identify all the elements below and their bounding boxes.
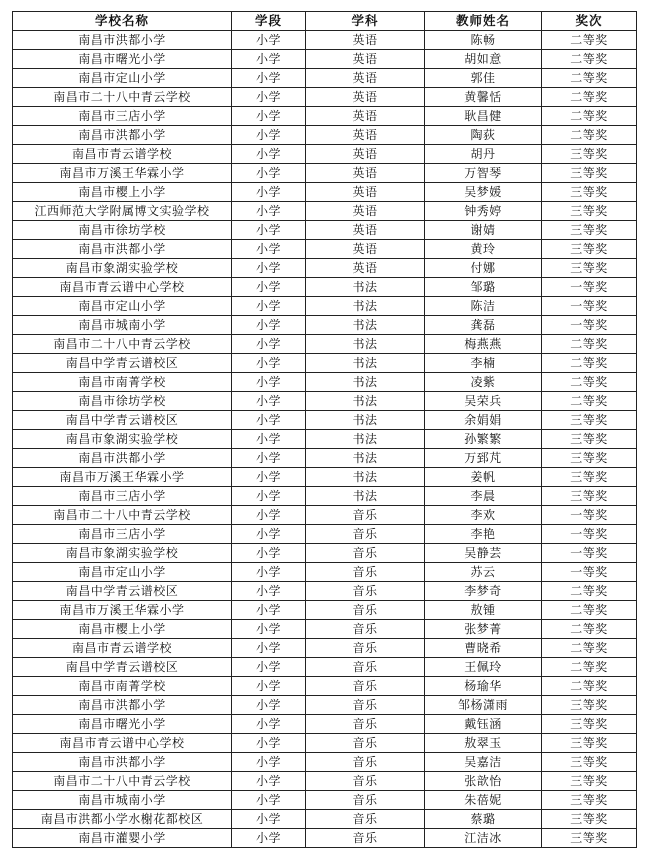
level-cell: 小学 <box>232 468 306 487</box>
award-cell: 一等奖 <box>542 544 637 563</box>
subject-cell: 书法 <box>306 335 425 354</box>
table-row <box>13 563 637 582</box>
level-cell: 小学 <box>232 658 306 677</box>
header-subject: 学科 <box>306 12 425 31</box>
award-cell: 三等奖 <box>542 221 637 240</box>
table-row <box>13 772 637 791</box>
teacher-cell: 李楠 <box>425 354 542 373</box>
level-cell: 小学 <box>232 696 306 715</box>
level-cell: 小学 <box>232 316 306 335</box>
level-cell: 小学 <box>232 753 306 772</box>
subject-cell: 英语 <box>306 69 425 88</box>
school-cell: 江西师范大学附属博文实验学校 <box>13 202 232 221</box>
teacher-cell: 蔡璐 <box>425 810 542 829</box>
subject-cell: 音乐 <box>306 829 425 848</box>
subject-cell: 书法 <box>306 278 425 297</box>
school-cell: 南昌市二十八中青云学校 <box>13 335 232 354</box>
award-cell: 三等奖 <box>542 715 637 734</box>
table-row <box>13 506 637 525</box>
school-cell: 南昌中学青云谱校区 <box>13 354 232 373</box>
teacher-cell: 邹杨潇雨 <box>425 696 542 715</box>
table-row <box>13 164 637 183</box>
level-cell: 小学 <box>232 772 306 791</box>
level-cell: 小学 <box>232 791 306 810</box>
teacher-cell: 李欢 <box>425 506 542 525</box>
teacher-cell: 吴荣兵 <box>425 392 542 411</box>
teacher-cell: 黄玲 <box>425 240 542 259</box>
teacher-cell: 江洁冰 <box>425 829 542 848</box>
level-cell: 小学 <box>232 392 306 411</box>
teacher-cell: 钟秀婷 <box>425 202 542 221</box>
school-cell: 南昌市洪都小学 <box>13 696 232 715</box>
award-cell: 三等奖 <box>542 829 637 848</box>
school-cell: 南昌市洪都小学 <box>13 126 232 145</box>
subject-cell: 书法 <box>306 430 425 449</box>
school-cell: 南昌市洪都小学 <box>13 753 232 772</box>
teacher-cell: 李梦奇 <box>425 582 542 601</box>
school-cell: 南昌市象湖实验学校 <box>13 544 232 563</box>
teacher-cell: 邹璐 <box>425 278 542 297</box>
award-cell: 三等奖 <box>542 430 637 449</box>
teacher-cell: 耿昌健 <box>425 107 542 126</box>
subject-cell: 音乐 <box>306 734 425 753</box>
award-cell: 二等奖 <box>542 620 637 639</box>
teacher-cell: 朱蓓妮 <box>425 791 542 810</box>
school-cell: 南昌市樱上小学 <box>13 620 232 639</box>
award-cell: 三等奖 <box>542 449 637 468</box>
award-cell: 二等奖 <box>542 88 637 107</box>
teacher-cell: 苏云 <box>425 563 542 582</box>
table-row <box>13 791 637 810</box>
subject-cell: 英语 <box>306 107 425 126</box>
teacher-cell: 陈洁 <box>425 297 542 316</box>
subject-cell: 书法 <box>306 392 425 411</box>
subject-cell: 音乐 <box>306 791 425 810</box>
award-cell: 一等奖 <box>542 563 637 582</box>
subject-cell: 书法 <box>306 468 425 487</box>
table-row <box>13 145 637 164</box>
level-cell: 小学 <box>232 620 306 639</box>
teacher-cell: 谢婧 <box>425 221 542 240</box>
subject-cell: 书法 <box>306 316 425 335</box>
award-cell: 三等奖 <box>542 164 637 183</box>
level-cell: 小学 <box>232 829 306 848</box>
award-cell: 三等奖 <box>542 240 637 259</box>
award-cell: 三等奖 <box>542 753 637 772</box>
table-row <box>13 88 637 107</box>
level-cell: 小学 <box>232 373 306 392</box>
teacher-cell: 张歆怡 <box>425 772 542 791</box>
table-row <box>13 335 637 354</box>
subject-cell: 音乐 <box>306 544 425 563</box>
teacher-cell: 胡丹 <box>425 145 542 164</box>
subject-cell: 音乐 <box>306 563 425 582</box>
school-cell: 南昌市灌婴小学 <box>13 829 232 848</box>
school-cell: 南昌市青云谱学校 <box>13 639 232 658</box>
subject-cell: 书法 <box>306 354 425 373</box>
teacher-cell: 黄馨恬 <box>425 88 542 107</box>
level-cell: 小学 <box>232 734 306 753</box>
level-cell: 小学 <box>232 430 306 449</box>
level-cell: 小学 <box>232 449 306 468</box>
school-cell: 南昌市万溪王华霖小学 <box>13 164 232 183</box>
subject-cell: 英语 <box>306 50 425 69</box>
table-row <box>13 582 637 601</box>
level-cell: 小学 <box>232 240 306 259</box>
table-row <box>13 601 637 620</box>
subject-cell: 书法 <box>306 373 425 392</box>
level-cell: 小学 <box>232 601 306 620</box>
subject-cell: 音乐 <box>306 601 425 620</box>
table-row <box>13 31 637 50</box>
school-cell: 南昌中学青云谱校区 <box>13 582 232 601</box>
school-cell: 南昌市三店小学 <box>13 525 232 544</box>
school-cell: 南昌中学青云谱校区 <box>13 411 232 430</box>
table-row <box>13 810 637 829</box>
table-row <box>13 753 637 772</box>
subject-cell: 书法 <box>306 297 425 316</box>
table-row <box>13 487 637 506</box>
table-row <box>13 449 637 468</box>
award-cell: 二等奖 <box>542 658 637 677</box>
school-cell: 南昌中学青云谱校区 <box>13 658 232 677</box>
level-cell: 小学 <box>232 487 306 506</box>
subject-cell: 英语 <box>306 259 425 278</box>
school-cell: 南昌市洪都小学 <box>13 31 232 50</box>
subject-cell: 英语 <box>306 164 425 183</box>
school-cell: 南昌市万溪王华霖小学 <box>13 601 232 620</box>
award-cell: 三等奖 <box>542 791 637 810</box>
school-cell: 南昌市洪都小学 <box>13 240 232 259</box>
award-cell: 二等奖 <box>542 69 637 88</box>
school-cell: 南昌市万溪王华霖小学 <box>13 468 232 487</box>
subject-cell: 书法 <box>306 487 425 506</box>
subject-cell: 书法 <box>306 411 425 430</box>
school-cell: 南昌市洪都小学 <box>13 449 232 468</box>
level-cell: 小学 <box>232 278 306 297</box>
header-row <box>13 12 637 31</box>
award-cell: 二等奖 <box>542 639 637 658</box>
award-table <box>12 11 637 848</box>
school-cell: 南昌市城南小学 <box>13 791 232 810</box>
subject-cell: 音乐 <box>306 658 425 677</box>
table-row <box>13 221 637 240</box>
award-cell: 二等奖 <box>542 373 637 392</box>
table-row <box>13 240 637 259</box>
level-cell: 小学 <box>232 639 306 658</box>
teacher-cell: 孙繁繁 <box>425 430 542 449</box>
teacher-cell: 吴嘉洁 <box>425 753 542 772</box>
school-cell: 南昌市青云谱学校 <box>13 145 232 164</box>
subject-cell: 英语 <box>306 202 425 221</box>
award-cell: 二等奖 <box>542 126 637 145</box>
level-cell: 小学 <box>232 202 306 221</box>
level-cell: 小学 <box>232 525 306 544</box>
table-row <box>13 411 637 430</box>
school-cell: 南昌市三店小学 <box>13 107 232 126</box>
teacher-cell: 敖锺 <box>425 601 542 620</box>
teacher-cell: 吴梦媛 <box>425 183 542 202</box>
award-cell: 三等奖 <box>542 183 637 202</box>
school-cell: 南昌市定山小学 <box>13 563 232 582</box>
school-cell: 南昌市南菁学校 <box>13 373 232 392</box>
level-cell: 小学 <box>232 221 306 240</box>
subject-cell: 英语 <box>306 126 425 145</box>
subject-cell: 音乐 <box>306 715 425 734</box>
subject-cell: 音乐 <box>306 506 425 525</box>
teacher-cell: 余娟娟 <box>425 411 542 430</box>
table-row <box>13 278 637 297</box>
level-cell: 小学 <box>232 50 306 69</box>
subject-cell: 音乐 <box>306 753 425 772</box>
award-cell: 一等奖 <box>542 316 637 335</box>
award-cell: 一等奖 <box>542 297 637 316</box>
award-cell: 二等奖 <box>542 354 637 373</box>
level-cell: 小学 <box>232 183 306 202</box>
level-cell: 小学 <box>232 411 306 430</box>
award-cell: 二等奖 <box>542 582 637 601</box>
table-row <box>13 468 637 487</box>
award-cell: 二等奖 <box>542 107 637 126</box>
level-cell: 小学 <box>232 563 306 582</box>
teacher-cell: 姜帆 <box>425 468 542 487</box>
subject-cell: 音乐 <box>306 677 425 696</box>
teacher-cell: 张梦菁 <box>425 620 542 639</box>
level-cell: 小学 <box>232 107 306 126</box>
award-cell: 三等奖 <box>542 259 637 278</box>
level-cell: 小学 <box>232 335 306 354</box>
level-cell: 小学 <box>232 582 306 601</box>
table-row <box>13 696 637 715</box>
subject-cell: 音乐 <box>306 582 425 601</box>
subject-cell: 英语 <box>306 88 425 107</box>
subject-cell: 音乐 <box>306 772 425 791</box>
table-row <box>13 183 637 202</box>
subject-cell: 音乐 <box>306 620 425 639</box>
award-cell: 三等奖 <box>542 411 637 430</box>
school-cell: 南昌市樱上小学 <box>13 183 232 202</box>
table-row <box>13 259 637 278</box>
level-cell: 小学 <box>232 69 306 88</box>
teacher-cell: 戴钰涵 <box>425 715 542 734</box>
teacher-cell: 龚磊 <box>425 316 542 335</box>
school-cell: 南昌市象湖实验学校 <box>13 430 232 449</box>
award-cell: 三等奖 <box>542 772 637 791</box>
teacher-cell: 曹晓希 <box>425 639 542 658</box>
table-row <box>13 354 637 373</box>
subject-cell: 书法 <box>306 449 425 468</box>
award-cell: 二等奖 <box>542 50 637 69</box>
table-row <box>13 373 637 392</box>
level-cell: 小学 <box>232 297 306 316</box>
level-cell: 小学 <box>232 145 306 164</box>
table-body <box>13 31 637 848</box>
award-table-sheet <box>12 11 637 848</box>
teacher-cell: 郭佳 <box>425 69 542 88</box>
table-row <box>13 620 637 639</box>
table-row <box>13 107 637 126</box>
award-cell: 二等奖 <box>542 335 637 354</box>
subject-cell: 音乐 <box>306 810 425 829</box>
school-cell: 南昌市曙光小学 <box>13 50 232 69</box>
teacher-cell: 付娜 <box>425 259 542 278</box>
school-cell: 南昌市曙光小学 <box>13 715 232 734</box>
table-row <box>13 658 637 677</box>
teacher-cell: 敖翠玉 <box>425 734 542 753</box>
school-cell: 南昌市二十八中青云学校 <box>13 506 232 525</box>
table-row <box>13 430 637 449</box>
award-cell: 二等奖 <box>542 31 637 50</box>
table-row <box>13 677 637 696</box>
subject-cell: 英语 <box>306 183 425 202</box>
award-cell: 二等奖 <box>542 601 637 620</box>
teacher-cell: 陶荻 <box>425 126 542 145</box>
subject-cell: 音乐 <box>306 525 425 544</box>
level-cell: 小学 <box>232 506 306 525</box>
teacher-cell: 陈畅 <box>425 31 542 50</box>
school-cell: 南昌市洪都小学水榭花都校区 <box>13 810 232 829</box>
teacher-cell: 王佩玲 <box>425 658 542 677</box>
table-row <box>13 544 637 563</box>
school-cell: 南昌市城南小学 <box>13 316 232 335</box>
level-cell: 小学 <box>232 126 306 145</box>
award-cell: 一等奖 <box>542 506 637 525</box>
subject-cell: 英语 <box>306 221 425 240</box>
school-cell: 南昌市徐坊学校 <box>13 392 232 411</box>
school-cell: 南昌市南菁学校 <box>13 677 232 696</box>
table-row <box>13 392 637 411</box>
header-school: 学校名称 <box>13 12 232 31</box>
table-row <box>13 126 637 145</box>
level-cell: 小学 <box>232 544 306 563</box>
award-cell: 一等奖 <box>542 278 637 297</box>
teacher-cell: 胡如意 <box>425 50 542 69</box>
school-cell: 南昌市定山小学 <box>13 69 232 88</box>
subject-cell: 英语 <box>306 145 425 164</box>
level-cell: 小学 <box>232 715 306 734</box>
subject-cell: 英语 <box>306 240 425 259</box>
table-row <box>13 297 637 316</box>
award-cell: 三等奖 <box>542 145 637 164</box>
teacher-cell: 杨瑜华 <box>425 677 542 696</box>
table-row <box>13 715 637 734</box>
subject-cell: 英语 <box>306 31 425 50</box>
school-cell: 南昌市二十八中青云学校 <box>13 772 232 791</box>
table-row <box>13 50 637 69</box>
award-cell: 一等奖 <box>542 525 637 544</box>
award-cell: 二等奖 <box>542 677 637 696</box>
school-cell: 南昌市三店小学 <box>13 487 232 506</box>
award-cell: 三等奖 <box>542 810 637 829</box>
table-row <box>13 734 637 753</box>
level-cell: 小学 <box>232 677 306 696</box>
school-cell: 南昌市青云谱中心学校 <box>13 278 232 297</box>
teacher-cell: 万郅芃 <box>425 449 542 468</box>
award-cell: 三等奖 <box>542 734 637 753</box>
school-cell: 南昌市定山小学 <box>13 297 232 316</box>
award-cell: 三等奖 <box>542 696 637 715</box>
table-row <box>13 316 637 335</box>
award-cell: 二等奖 <box>542 392 637 411</box>
header-teacher: 教师姓名 <box>425 12 542 31</box>
subject-cell: 音乐 <box>306 639 425 658</box>
teacher-cell: 凌紫 <box>425 373 542 392</box>
teacher-cell: 万智琴 <box>425 164 542 183</box>
level-cell: 小学 <box>232 354 306 373</box>
school-cell: 南昌市徐坊学校 <box>13 221 232 240</box>
level-cell: 小学 <box>232 259 306 278</box>
table-row <box>13 639 637 658</box>
level-cell: 小学 <box>232 31 306 50</box>
award-cell: 三等奖 <box>542 487 637 506</box>
school-cell: 南昌市二十八中青云学校 <box>13 88 232 107</box>
level-cell: 小学 <box>232 164 306 183</box>
subject-cell: 音乐 <box>306 696 425 715</box>
award-cell: 三等奖 <box>542 468 637 487</box>
teacher-cell: 吴静芸 <box>425 544 542 563</box>
teacher-cell: 梅燕燕 <box>425 335 542 354</box>
level-cell: 小学 <box>232 88 306 107</box>
header-award: 奖次 <box>542 12 637 31</box>
award-cell: 三等奖 <box>542 202 637 221</box>
header-level: 学段 <box>232 12 306 31</box>
school-cell: 南昌市象湖实验学校 <box>13 259 232 278</box>
table-row <box>13 525 637 544</box>
table-row <box>13 202 637 221</box>
school-cell: 南昌市青云谱中心学校 <box>13 734 232 753</box>
teacher-cell: 李晨 <box>425 487 542 506</box>
level-cell: 小学 <box>232 810 306 829</box>
table-row <box>13 69 637 88</box>
table-row <box>13 829 637 848</box>
teacher-cell: 李艳 <box>425 525 542 544</box>
